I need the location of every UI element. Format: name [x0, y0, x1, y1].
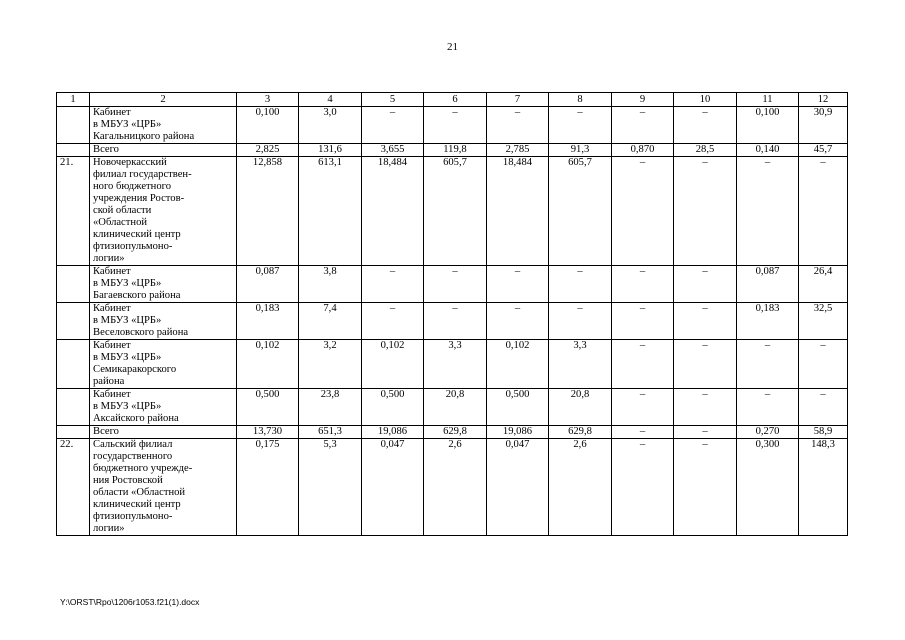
value-cell: 605,7: [424, 157, 487, 266]
value-cell: 3,0: [299, 107, 362, 144]
name-line: «Областной: [93, 217, 148, 228]
value-cell: –: [424, 303, 487, 340]
value-cell: –: [612, 157, 674, 266]
name-line: ного бюджетного: [93, 181, 172, 192]
value-cell: 0,100: [237, 107, 299, 144]
value-cell: 30,9: [799, 107, 848, 144]
row-number: [57, 426, 90, 439]
value-cell: 0,102: [487, 340, 549, 389]
value-cell: 23,8: [299, 389, 362, 426]
name-line: клинический центр: [93, 229, 181, 240]
data-table: [56, 92, 848, 536]
value-cell: –: [674, 303, 737, 340]
value-cell: 0,500: [362, 389, 424, 426]
value-cell: 0,175: [237, 439, 299, 536]
institution-name: [90, 340, 237, 389]
header-cell: 5: [362, 93, 424, 107]
value-cell: 0,102: [362, 340, 424, 389]
value-cell: –: [674, 426, 737, 439]
value-cell: 613,1: [299, 157, 362, 266]
value-cell: –: [362, 107, 424, 144]
value-cell: –: [487, 107, 549, 144]
value-cell: –: [674, 340, 737, 389]
header-cell: 12: [799, 93, 848, 107]
header-cell: 1: [57, 93, 90, 107]
value-cell: –: [424, 107, 487, 144]
name-line: области «Областной: [93, 487, 186, 498]
value-cell: 0,087: [737, 266, 799, 303]
institution-name: [90, 157, 237, 266]
value-cell: –: [612, 303, 674, 340]
name-line: Кабинет: [93, 266, 131, 277]
value-cell: 0,870: [612, 144, 674, 157]
name-line: Всего: [93, 144, 119, 155]
value-cell: –: [612, 389, 674, 426]
value-cell: –: [674, 266, 737, 303]
value-cell: 0,300: [737, 439, 799, 536]
header-cell: 2: [90, 93, 237, 107]
table-row: [57, 426, 848, 439]
name-line: логии»: [93, 253, 125, 264]
name-line: фтизиопульмоно-: [93, 511, 173, 522]
value-cell: 2,825: [237, 144, 299, 157]
value-cell: –: [362, 303, 424, 340]
institution-name: [90, 426, 237, 439]
header-cell: 9: [612, 93, 674, 107]
value-cell: 0,183: [737, 303, 799, 340]
institution-name: [90, 266, 237, 303]
row-number: [57, 389, 90, 426]
name-line: Кагальницкого района: [93, 131, 195, 142]
name-line: филиал государствен-: [93, 169, 192, 180]
value-cell: 131,6: [299, 144, 362, 157]
file-path-footer: Y:\ORST\Rpo\1206r1053.f21(1).docx: [60, 597, 200, 607]
name-line: Всего: [93, 426, 119, 437]
name-line: Багаевского района: [93, 290, 181, 301]
row-number: [57, 144, 90, 157]
institution-name: [90, 107, 237, 144]
value-cell: 119,8: [424, 144, 487, 157]
value-cell: 3,3: [549, 340, 612, 389]
name-line: государственного: [93, 451, 173, 462]
name-line: фтизиопульмоно-: [93, 241, 173, 252]
header-cell: 11: [737, 93, 799, 107]
name-line: ской области: [93, 205, 152, 216]
row-number: 22.: [57, 439, 90, 536]
value-cell: 28,5: [674, 144, 737, 157]
value-cell: –: [612, 266, 674, 303]
row-number: 21.: [57, 157, 90, 266]
table-row: [57, 157, 848, 266]
institution-name: [90, 389, 237, 426]
value-cell: 19,086: [487, 426, 549, 439]
name-line: Семикаракорского: [93, 364, 177, 375]
value-cell: 0,102: [237, 340, 299, 389]
value-cell: 0,140: [737, 144, 799, 157]
header-cell: 7: [487, 93, 549, 107]
header-cell: 6: [424, 93, 487, 107]
name-line: Кабинет: [93, 303, 131, 314]
institution-name: [90, 439, 237, 536]
value-cell: –: [612, 340, 674, 389]
table-row: [57, 303, 848, 340]
table-row: [57, 107, 848, 144]
name-line: района: [93, 376, 125, 387]
value-cell: 13,730: [237, 426, 299, 439]
table-body: [57, 93, 848, 536]
header-cell: 8: [549, 93, 612, 107]
value-cell: 19,086: [362, 426, 424, 439]
value-cell: 20,8: [549, 389, 612, 426]
value-cell: –: [674, 439, 737, 536]
value-cell: 2,6: [424, 439, 487, 536]
name-line: клинический центр: [93, 499, 181, 510]
value-cell: 0,183: [237, 303, 299, 340]
row-number: [57, 340, 90, 389]
value-cell: –: [674, 157, 737, 266]
value-cell: –: [549, 107, 612, 144]
value-cell: 0,047: [362, 439, 424, 536]
row-number: [57, 303, 90, 340]
value-cell: 3,8: [299, 266, 362, 303]
table-row: [57, 389, 848, 426]
header-cell: 3: [237, 93, 299, 107]
name-line: логии»: [93, 523, 125, 534]
value-cell: 18,484: [362, 157, 424, 266]
value-cell: –: [799, 157, 848, 266]
value-cell: 148,3: [799, 439, 848, 536]
value-cell: 0,100: [737, 107, 799, 144]
value-cell: –: [674, 107, 737, 144]
name-line: в МБУЗ «ЦРБ»: [93, 352, 162, 363]
value-cell: 2,6: [549, 439, 612, 536]
name-line: Сальский филиал: [93, 439, 173, 450]
name-line: в МБУЗ «ЦРБ»: [93, 401, 162, 412]
value-cell: 629,8: [424, 426, 487, 439]
value-cell: –: [612, 107, 674, 144]
value-cell: –: [799, 340, 848, 389]
value-cell: 91,3: [549, 144, 612, 157]
table-row: [57, 266, 848, 303]
table-row: [57, 340, 848, 389]
name-line: Кабинет: [93, 107, 131, 118]
value-cell: –: [799, 389, 848, 426]
row-number: [57, 107, 90, 144]
table-row: [57, 144, 848, 157]
value-cell: 0,270: [737, 426, 799, 439]
value-cell: 3,2: [299, 340, 362, 389]
name-line: Новочеркасский: [93, 157, 167, 168]
value-cell: 7,4: [299, 303, 362, 340]
value-cell: –: [612, 426, 674, 439]
row-number: [57, 266, 90, 303]
header-cell: 4: [299, 93, 362, 107]
value-cell: 45,7: [799, 144, 848, 157]
value-cell: 3,3: [424, 340, 487, 389]
name-line: бюджетного учрежде-: [93, 463, 193, 474]
value-cell: 0,047: [487, 439, 549, 536]
value-cell: –: [549, 266, 612, 303]
value-cell: 605,7: [549, 157, 612, 266]
value-cell: 5,3: [299, 439, 362, 536]
value-cell: –: [424, 266, 487, 303]
value-cell: –: [737, 157, 799, 266]
name-line: ния Ростовской: [93, 475, 163, 486]
value-cell: 0,087: [237, 266, 299, 303]
table-header-row: [57, 93, 848, 107]
value-cell: –: [487, 266, 549, 303]
value-cell: 0,500: [487, 389, 549, 426]
value-cell: 3,655: [362, 144, 424, 157]
value-cell: 18,484: [487, 157, 549, 266]
value-cell: 2,785: [487, 144, 549, 157]
name-line: в МБУЗ «ЦРБ»: [93, 119, 162, 130]
value-cell: –: [487, 303, 549, 340]
value-cell: –: [737, 340, 799, 389]
value-cell: –: [737, 389, 799, 426]
institution-name: [90, 303, 237, 340]
name-line: в МБУЗ «ЦРБ»: [93, 315, 162, 326]
value-cell: 32,5: [799, 303, 848, 340]
value-cell: 629,8: [549, 426, 612, 439]
institution-name: [90, 144, 237, 157]
header-cell: 10: [674, 93, 737, 107]
table-row: [57, 439, 848, 536]
value-cell: 0,500: [237, 389, 299, 426]
name-line: Веселовского района: [93, 327, 189, 338]
name-line: Кабинет: [93, 340, 131, 351]
value-cell: 58,9: [799, 426, 848, 439]
name-line: Аксайского района: [93, 413, 179, 424]
name-line: Кабинет: [93, 389, 131, 400]
value-cell: –: [674, 389, 737, 426]
name-line: в МБУЗ «ЦРБ»: [93, 278, 162, 289]
value-cell: –: [612, 439, 674, 536]
value-cell: –: [549, 303, 612, 340]
name-line: учреждения Ростов-: [93, 193, 185, 204]
value-cell: 20,8: [424, 389, 487, 426]
value-cell: 12,858: [237, 157, 299, 266]
value-cell: 26,4: [799, 266, 848, 303]
page-number: 21: [447, 41, 458, 53]
value-cell: –: [362, 266, 424, 303]
value-cell: 651,3: [299, 426, 362, 439]
